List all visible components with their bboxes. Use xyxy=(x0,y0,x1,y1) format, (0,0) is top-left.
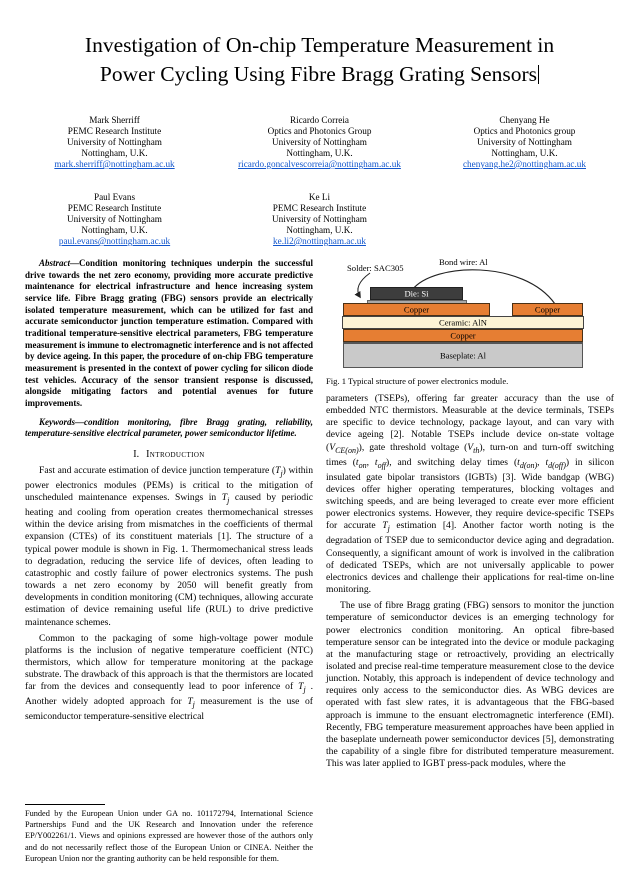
die-layer: Die: Si xyxy=(370,287,463,300)
author-org: PEMC Research Institute xyxy=(67,126,162,136)
author-row-2 xyxy=(0,192,639,247)
author-org: Optics and Photonics Group xyxy=(267,126,372,136)
title-line-2: Power Cycling Using Fibre Bragg Grating Sensors xyxy=(99,62,538,86)
intro-paragraph-1: Fast and accurate estimation of device junction temperature $(T_j)$ within power electronics modules (PEMs) is critical to the mitigation of unscheduled maintenance expenses. Swings in $T_j$ caused by periodic heating and cooling from operation creates thermomechanical stresses within the device arising from mismatches in the coefficients of thermal expansion (CTEs) of its constituent materials [1]. The structure of a typical power module is shown in Fig. 1. Thermomechanical stress leads to degradation, reducing the service life of devices, often leading to catastrophic and costly failure of power electronics systems. The push towards a net zero economy by 2050 will benefit greatly from developments in condition monitoring (CM) techniques, allowing accurate estimation of device remaining useful life (RUL) to drive predictive maintenance schemes. xyxy=(25,464,313,628)
keywords-text: condition monitoring, fibre Bragg grating, reliability, temperature-sensitive electrical parameter, power semiconductor lifetime. xyxy=(25,416,313,439)
funding-footnote xyxy=(25,804,313,864)
author-org: Optics and Photonics group xyxy=(473,126,576,136)
intro-paragraph-4: The use of fibre Bragg grating (FBG) sensors to monitor the junction temperature of semiconductor devices is an emerging technology for power electronics condition monitoring. An optical fibre-based temperature sensor can be integrated into the device or module packaging at the manufacturing stage or retroactively, providing an electrically isolated and precise real-time temperature measurement close to the device junction. Notably, this approach is independent of device technology and requires only access to the semiconductor dies. As WBG devices are operated with fast slew rates, it is advantageous that the FBG-based approach is immune to the ensuant electromagnetic interference (EMI). Recently, FBG temperature measurement approaches have been applied in the baseplate underneath power semiconductor devices [5], demonstrating the capability of a single fibre for distributed temperature measurement. This was later applied to IGBT press-pack modules, where the xyxy=(326,600,614,770)
author-name: Paul Evans xyxy=(93,192,136,202)
author-university: University of Nottingham xyxy=(67,137,162,147)
title-line-1: Investigation of On-chip Temperature Measurement in xyxy=(84,33,555,57)
author-name: Chenyang He xyxy=(499,115,550,125)
author-name: Mark Sherriff xyxy=(89,115,140,125)
author-city: Nottingham, U.K. xyxy=(286,148,353,158)
author-university: University of Nottingham xyxy=(477,137,572,147)
author-city: Nottingham, U.K. xyxy=(491,148,558,158)
left-column xyxy=(25,258,313,864)
author-city: Nottingham, U.K. xyxy=(81,225,148,235)
author-email-link[interactable]: mark.sherriff@nottingham.ac.uk xyxy=(54,159,175,169)
copper-top-right-layer: Copper xyxy=(512,303,583,316)
author-block-ke-li xyxy=(217,192,422,247)
section-title: Introduction xyxy=(146,448,205,460)
author-university: University of Nottingham xyxy=(67,214,162,224)
figure-1-power-module-diagram xyxy=(326,258,614,370)
text-cursor xyxy=(538,65,539,84)
section-heading-introduction xyxy=(25,449,313,460)
keywords-lead: Keywords— xyxy=(39,416,84,427)
author-city: Nottingham, U.K. xyxy=(286,225,353,235)
author-email-link[interactable]: ricardo.goncalvescorreia@nottingham.ac.uk xyxy=(238,159,401,169)
copper-bottom-layer: Copper xyxy=(343,329,583,342)
copper-top-left-layer: Copper xyxy=(343,303,490,316)
author-org: PEMC Research Institute xyxy=(272,203,367,213)
author-row-1 xyxy=(0,115,639,170)
ceramic-layer: Ceramic: AlN xyxy=(342,316,584,329)
author-block-ricardo-correia xyxy=(217,115,422,170)
baseplate-layer: Baseplate: Al xyxy=(343,342,583,368)
footnote-text: Funded by the European Union under GA no. 101172794, International Science Partnerships Fund and the UK Research and Innovation under the reference EP/Y002261/1. Views and opinions expressed are however those of the authors only and do not necessarily reflect those of the European Union or CINEA. Neither the European Union nor the granting authority can be held responsible for them. xyxy=(25,808,313,863)
author-block-mark-sherriff xyxy=(12,115,217,170)
footnote-rule xyxy=(25,804,105,805)
keywords xyxy=(25,417,313,440)
abstract-lead: Abstract— xyxy=(39,258,80,268)
bond-wire-label: Bond wire: Al xyxy=(439,257,488,267)
author-block-chenyang-he xyxy=(422,115,627,170)
right-column xyxy=(326,258,614,864)
author-email-link[interactable]: paul.evans@nottingham.ac.uk xyxy=(58,236,171,246)
two-column-body xyxy=(0,258,639,864)
abstract-text: Condition monitoring techniques underpin the successful drive towards the net zero economy, providing more accurate predictive maintenance for electrical infrastructure and hence increasing system service life. Fibre Bragg grating (FBG) sensors provide an electrically isolated temperature measurement, which can be utilized for fast and accurate semiconductor junction temperature estimation. Compared with traditional temperature-sensitive electrical parameters, FBG temperature measurement is immune to electromagnetic interference and is not affected by device ageing. In this paper, the procedure of on-chip FBG temperature measurement is presented in the context of power cycling for silicon diode test vehicles. Accuracy of the sensor transient response is discussed, alongside mitigating factors and potential avenues for future improvements. xyxy=(25,258,313,408)
author-city: Nottingham, U.K. xyxy=(81,148,148,158)
solder-label: Solder: SAC305 xyxy=(347,263,404,273)
author-email-link[interactable]: chenyang.he2@nottingham.ac.uk xyxy=(462,159,586,169)
author-university: University of Nottingham xyxy=(272,214,367,224)
intro-paragraph-3: parameters (TSEPs), offering far greater accuracy than the use of embedded NTC thermistors. Measurable at the device terminals, TSEPs are specific to device technology, package layout, and can vary with device ageing [2]. Notable TSEPs include device on-state voltage $(V_{CE(on)})$, gate threshold voltage $(V_{th})$, turn-on and turn-off switching times ($t_{on}$, $t_{off}$), and switching delay times ($t_{d(on)}$, $t_{d(off)}$) in silicon insulated gate bipolar transistors (IGBTs) [3]. Wide bandgap (WBG) devices offer higher operating temperatures, blocking voltages and switching speeds, and are being leveraged to create ever more efficient power electronics systems. However, they require device-specific TSEPs for accurate $T_j$ estimation [4]. Another factor worth noting is the degradation of TSEP due to semiconductor device aging and degradation. Consequently, a significant amount of work is involved in the calibration of dedicated TSEPs, which are not universally applicable to power electronics devices and challenge their applications for real-time on-line monitoring. xyxy=(326,393,615,596)
paper-title xyxy=(0,31,639,89)
author-university: University of Nottingham xyxy=(272,137,367,147)
figure-1-caption: Fig. 1 Typical structure of power electronics module. xyxy=(326,376,509,386)
author-org: PEMC Research Institute xyxy=(67,203,162,213)
author-email-link[interactable]: ke.li2@nottingham.ac.uk xyxy=(273,236,366,246)
abstract xyxy=(25,258,313,410)
author-name: Ricardo Correia xyxy=(290,115,349,125)
author-block-paul-evans xyxy=(12,192,217,247)
author-name: Ke Li xyxy=(308,192,331,202)
intro-paragraph-2: Common to the packaging of some high-voltage power module platforms is the inclusion of negative temperature coefficient (NTC) thermistors, which allow for temperature monitoring at the package substrate. The drawback of this approach is that the thermistors are located far from the devices and consequently lead to poor inference of $T_j$ . Another widely adopted approach for $T_j$ measurement is the use of semiconductor temperature-sensitive electrical xyxy=(25,632,314,723)
section-number: I. xyxy=(133,448,140,460)
